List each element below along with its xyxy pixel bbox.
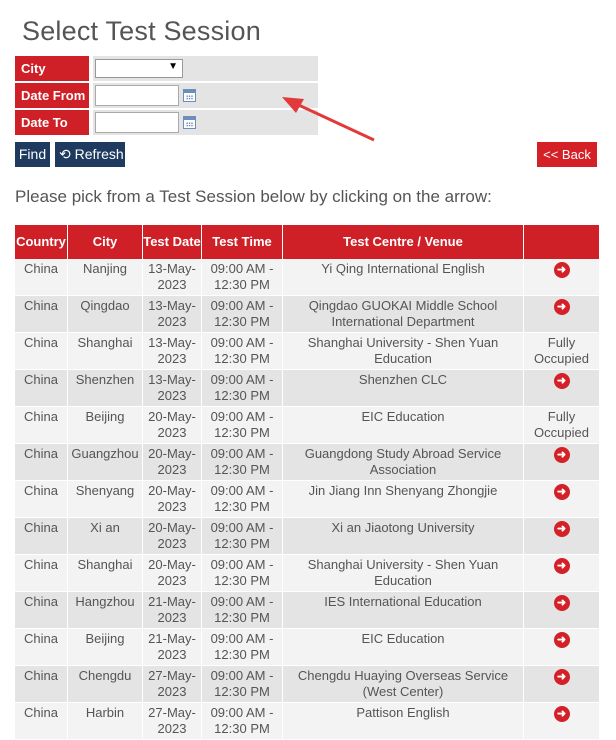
- city-row: [15, 56, 318, 81]
- cell-city: Qingdao: [68, 296, 143, 333]
- cell-country: China: [15, 629, 68, 666]
- cell-city: Nanjing: [68, 259, 143, 296]
- cell-country: China: [15, 555, 68, 592]
- cell-city: Xi an: [68, 518, 143, 555]
- cell-action: [524, 555, 600, 592]
- table-row: [15, 666, 600, 703]
- select-session-arrow-icon[interactable]: ➜: [554, 669, 570, 685]
- header-city: City: [68, 225, 143, 259]
- cell-city: Guangzhou: [68, 444, 143, 481]
- date-from-row: [15, 83, 318, 108]
- select-session-arrow-icon[interactable]: ➜: [554, 484, 570, 500]
- table-row: [15, 629, 600, 666]
- select-session-arrow-icon[interactable]: ➜: [554, 632, 570, 648]
- select-session-arrow-icon[interactable]: ➜: [554, 558, 570, 574]
- cell-city: Shenzhen: [68, 370, 143, 407]
- cell-city: Harbin: [68, 703, 143, 740]
- cell-action: [524, 703, 600, 740]
- cell-time: 09:00 AM - 12:30 PM: [202, 703, 283, 740]
- header-venue: Test Centre / Venue: [283, 225, 524, 259]
- table-row: [15, 518, 600, 555]
- cell-action: [524, 296, 600, 333]
- table-header-row: [15, 225, 600, 259]
- chevron-down-icon: ▼: [168, 61, 178, 72]
- cell-city: Hangzhou: [68, 592, 143, 629]
- header-test-time: Test Time: [202, 225, 283, 259]
- table-row: [15, 481, 600, 518]
- refresh-label: Refresh: [74, 146, 124, 162]
- cell-time: 09:00 AM - 12:30 PM: [202, 629, 283, 666]
- cell-venue: IES International Education: [283, 592, 524, 629]
- cell-date: 27-May-2023: [143, 703, 202, 740]
- header-country: Country: [15, 225, 68, 259]
- cell-action: [524, 444, 600, 481]
- cell-country: China: [15, 481, 68, 518]
- cell-date: 27-May-2023: [143, 666, 202, 703]
- select-session-arrow-icon[interactable]: ➜: [554, 262, 570, 278]
- table-row: [15, 370, 600, 407]
- cell-country: China: [15, 444, 68, 481]
- cell-date: 13-May-2023: [143, 333, 202, 370]
- cell-venue: EIC Education: [283, 629, 524, 666]
- cell-time: 09:00 AM - 12:30 PM: [202, 555, 283, 592]
- cell-status: Fully Occupied: [524, 333, 600, 370]
- cell-country: China: [15, 370, 68, 407]
- cell-country: China: [15, 407, 68, 444]
- cell-action: [524, 259, 600, 296]
- date-to-label: Date To: [15, 110, 89, 135]
- cell-date: 20-May-2023: [143, 407, 202, 444]
- annotation-arrow-icon: [282, 95, 382, 145]
- calendar-icon[interactable]: [183, 89, 196, 102]
- cell-status: Fully Occupied: [524, 407, 600, 444]
- date-to-input[interactable]: [95, 112, 179, 133]
- cell-time: 09:00 AM - 12:30 PM: [202, 296, 283, 333]
- cell-venue: Chengdu Huaying Overseas Service (West Center): [283, 666, 524, 703]
- cell-date: 20-May-2023: [143, 555, 202, 592]
- cell-date: 21-May-2023: [143, 629, 202, 666]
- header-test-date: Test Date: [143, 225, 202, 259]
- table-row: [15, 555, 600, 592]
- select-session-arrow-icon[interactable]: ➜: [554, 447, 570, 463]
- select-session-arrow-icon[interactable]: ➜: [554, 373, 570, 389]
- table-row: [15, 407, 600, 444]
- test-session-table: [15, 225, 600, 740]
- select-session-arrow-icon[interactable]: ➜: [554, 706, 570, 722]
- table-row: [15, 259, 600, 296]
- cell-time: 09:00 AM - 12:30 PM: [202, 370, 283, 407]
- cell-venue: Pattison English: [283, 703, 524, 740]
- date-from-input[interactable]: [95, 85, 179, 106]
- cell-venue: Yi Qing International English: [283, 259, 524, 296]
- cell-city: Shenyang: [68, 481, 143, 518]
- cell-date: 20-May-2023: [143, 444, 202, 481]
- cell-action: [524, 592, 600, 629]
- cell-city: Shanghai: [68, 333, 143, 370]
- cell-date: 20-May-2023: [143, 518, 202, 555]
- cell-date: 21-May-2023: [143, 592, 202, 629]
- back-button[interactable]: << Back: [537, 142, 597, 167]
- cell-country: China: [15, 518, 68, 555]
- cell-action: [524, 518, 600, 555]
- cell-time: 09:00 AM - 12:30 PM: [202, 259, 283, 296]
- cell-time: 09:00 AM - 12:30 PM: [202, 518, 283, 555]
- find-button[interactable]: Find: [15, 142, 50, 167]
- cell-date: 20-May-2023: [143, 481, 202, 518]
- cell-time: 09:00 AM - 12:30 PM: [202, 592, 283, 629]
- cell-city: Beijing: [68, 407, 143, 444]
- calendar-icon[interactable]: [183, 116, 196, 129]
- cell-country: China: [15, 333, 68, 370]
- cell-date: 13-May-2023: [143, 296, 202, 333]
- page-title: Select Test Session: [22, 16, 261, 46]
- cell-date: 13-May-2023: [143, 259, 202, 296]
- cell-venue: Jin Jiang Inn Shenyang Zhongjie: [283, 481, 524, 518]
- table-row: [15, 592, 600, 629]
- cell-time: 09:00 AM - 12:30 PM: [202, 407, 283, 444]
- cell-time: 09:00 AM - 12:30 PM: [202, 444, 283, 481]
- cell-venue: Shenzhen CLC: [283, 370, 524, 407]
- refresh-button[interactable]: [55, 142, 125, 167]
- table-row: [15, 444, 600, 481]
- cell-country: China: [15, 296, 68, 333]
- cell-venue: Qingdao GUOKAI Middle School International Department: [283, 296, 524, 333]
- select-session-arrow-icon[interactable]: ➜: [554, 521, 570, 537]
- cell-action: [524, 481, 600, 518]
- city-label: City: [15, 56, 89, 81]
- cell-city: Shanghai: [68, 555, 143, 592]
- instruction-text: Please pick from a Test Session below by clicking on the arrow:: [15, 187, 492, 206]
- cell-country: China: [15, 703, 68, 740]
- cell-country: China: [15, 592, 68, 629]
- date-to-row: [15, 110, 318, 135]
- cell-venue: Xi an Jiaotong University: [283, 518, 524, 555]
- cell-city: Chengdu: [68, 666, 143, 703]
- table-row: [15, 703, 600, 740]
- city-select[interactable]: [95, 59, 183, 78]
- cell-time: 09:00 AM - 12:30 PM: [202, 481, 283, 518]
- search-filters: [15, 56, 318, 137]
- cell-venue: Guangdong Study Abroad Service Association: [283, 444, 524, 481]
- table-row: [15, 333, 600, 370]
- cell-date: 13-May-2023: [143, 370, 202, 407]
- cell-venue: EIC Education: [283, 407, 524, 444]
- date-from-label: Date From: [15, 83, 89, 108]
- cell-venue: Shanghai University - Shen Yuan Education: [283, 555, 524, 592]
- cell-time: 09:00 AM - 12:30 PM: [202, 333, 283, 370]
- cell-time: 09:00 AM - 12:30 PM: [202, 666, 283, 703]
- cell-action: [524, 666, 600, 703]
- cell-city: Beijing: [68, 629, 143, 666]
- cell-country: China: [15, 259, 68, 296]
- cell-venue: Shanghai University - Shen Yuan Education: [283, 333, 524, 370]
- cell-action: [524, 629, 600, 666]
- table-row: [15, 296, 600, 333]
- cell-country: China: [15, 666, 68, 703]
- select-session-arrow-icon[interactable]: ➜: [554, 595, 570, 611]
- select-session-arrow-icon[interactable]: ➜: [554, 299, 570, 315]
- header-action: [524, 225, 600, 259]
- refresh-icon: ⟲: [59, 146, 71, 162]
- cell-action: [524, 370, 600, 407]
